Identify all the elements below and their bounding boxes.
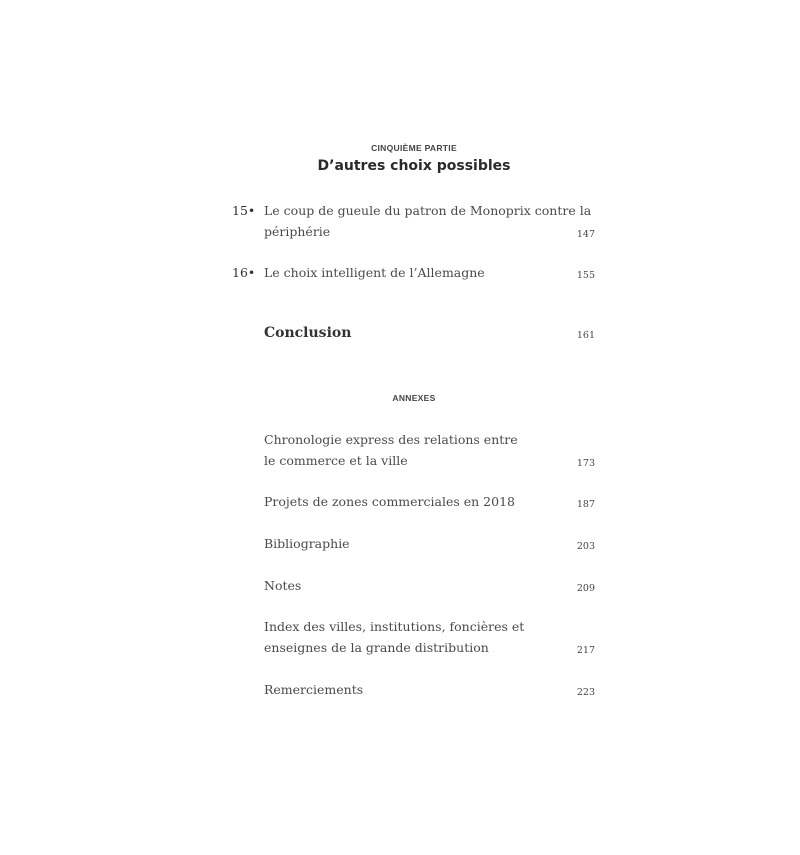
- annex-title-line: Remerciements: [264, 682, 364, 697]
- chapter-title-line: Le choix intelligent de l’Allemagne: [264, 265, 485, 280]
- part-label: CINQUIÈME PARTIE: [371, 143, 457, 153]
- annexes-label: ANNEXES: [392, 393, 436, 403]
- annex-title: [264, 533, 574, 554]
- page-number: 223: [576, 687, 595, 698]
- page-number: 203: [576, 541, 595, 552]
- page-number: 173: [576, 458, 595, 469]
- page-number: 147: [576, 229, 595, 240]
- annex-title-line: Projets de zones commerciales en 2018: [264, 494, 515, 509]
- conclusion-title[interactable]: Conclusion: [264, 325, 352, 341]
- annex-title-line: Index des villes, institutions, foncières et: [264, 619, 525, 634]
- page-number: 187: [576, 499, 595, 510]
- page-number: 217: [576, 645, 595, 656]
- annex-title: [264, 679, 574, 700]
- annex-title-line: Notes: [264, 578, 302, 593]
- chapter-title-line: Le coup de gueule du patron de Monoprix contre la: [264, 203, 592, 218]
- part-title: D’autres choix possibles: [317, 158, 511, 174]
- annex-title-line: Bibliographie: [264, 536, 350, 551]
- chapter-number: 16•: [232, 265, 256, 280]
- annex-title-line: le commerce et la ville: [264, 453, 408, 468]
- annex-title: [264, 491, 574, 512]
- page-number: 155: [576, 270, 595, 281]
- chapter-title-line: périphérie: [264, 224, 331, 239]
- chapter-title: [264, 262, 574, 283]
- annex-title: [264, 575, 574, 596]
- chapter-number: 15•: [232, 203, 256, 218]
- annex-title: [264, 616, 574, 658]
- annex-title-line: Chronologie express des relations entre: [264, 432, 518, 447]
- conclusion-page-number: 161: [576, 330, 595, 341]
- annex-title-line: enseignes de la grande distribution: [264, 640, 489, 655]
- annex-title: [264, 429, 574, 471]
- page-number: 209: [576, 583, 595, 594]
